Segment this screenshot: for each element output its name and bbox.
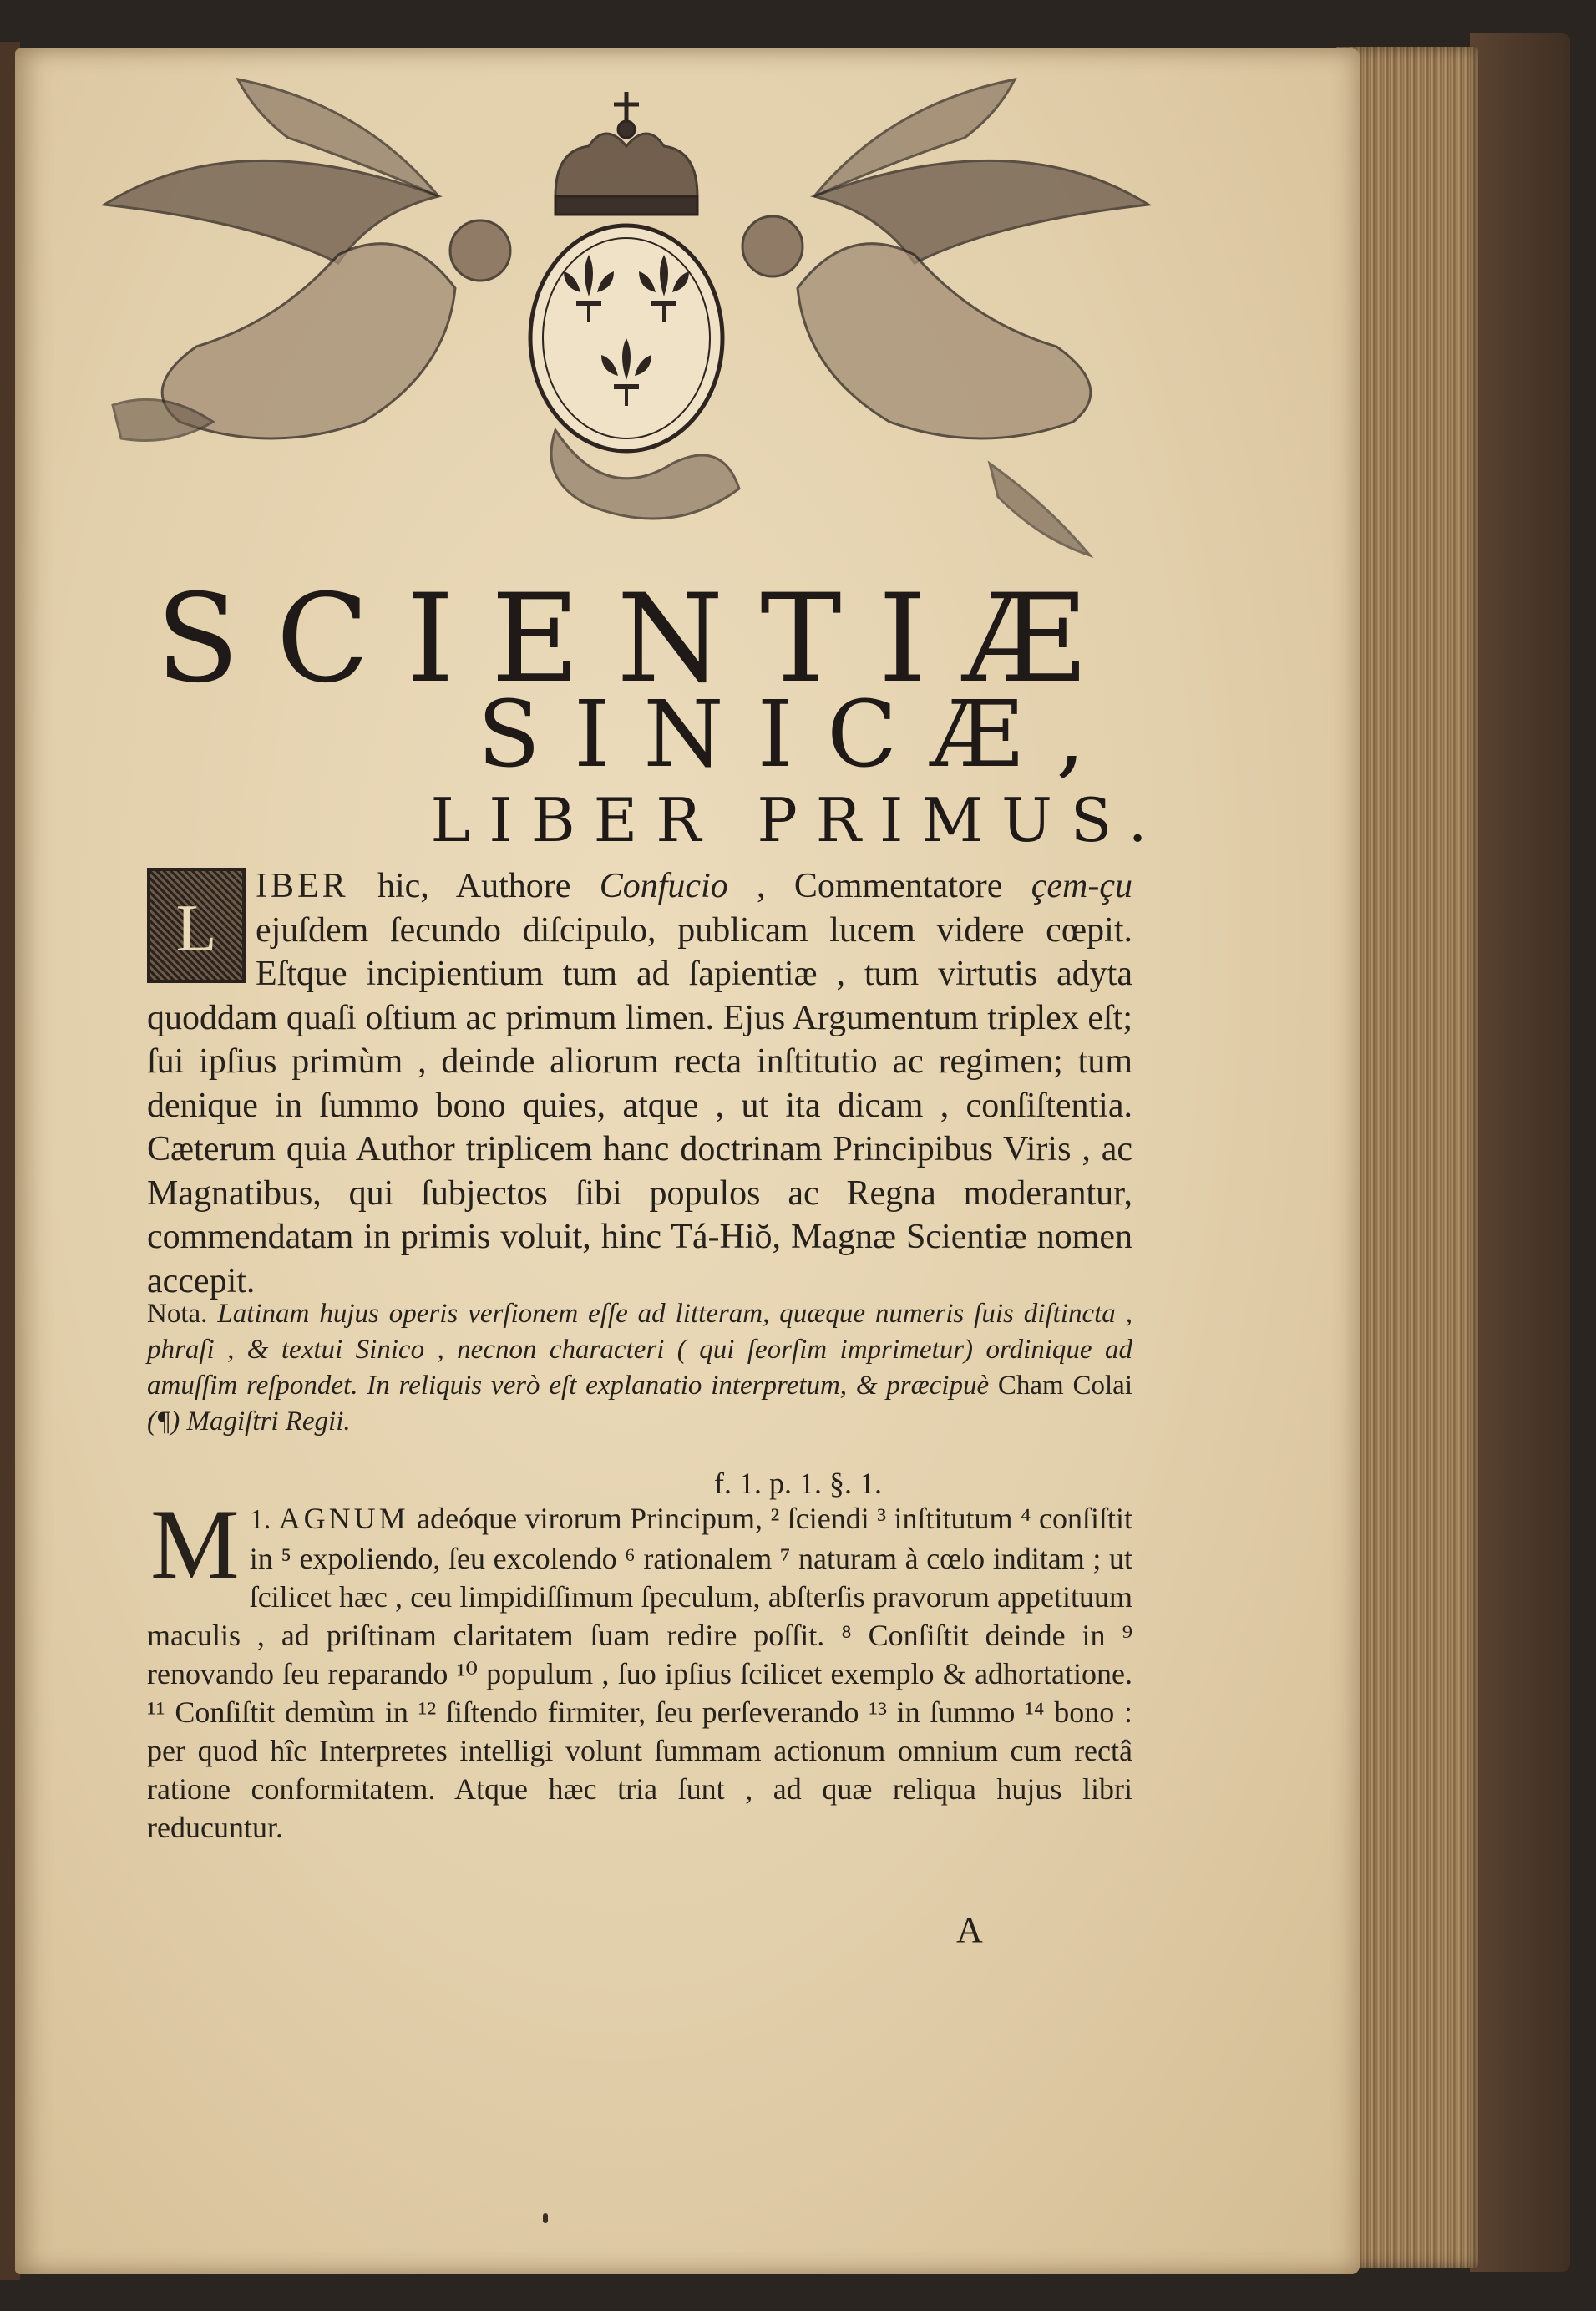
intro-commentator: çem-çu (1031, 867, 1132, 905)
note-text-1: Latinam hujus operis verſionem eſſe ad litteram, quæque numeris ſuis diſtincta , phraſi , & textui Sinico , necnon characteri ( qui ſeorſim imprimetur) ordinique ad amuſſim reſpondet. In reliquis verò eſt explanatio interpretum, & præcipuè (147, 1299, 1132, 1401)
note-text-2: (¶) Magiſtri Regii. (147, 1406, 351, 1437)
decorated-initial: L (147, 868, 246, 983)
note-paragraph (147, 1296, 1132, 1440)
title-line-2: SINICÆ, (477, 681, 1119, 788)
intro-paragraph (147, 864, 1132, 1303)
intro-text-2: , Commentatore (727, 867, 1031, 905)
title-line-1: SCIENTIÆ (155, 568, 1122, 710)
note-label: Nota. (147, 1299, 208, 1329)
note-name: Cham Colai (997, 1371, 1132, 1401)
title-line-3: LIBER PRIMUS. (430, 785, 1166, 855)
paragraph-initial: M (150, 1488, 240, 1599)
right-cover-board (1470, 33, 1570, 2272)
paragraph-lead: AGNUM (278, 1502, 409, 1535)
main-paragraph (147, 1488, 1133, 1847)
intro-lead: IBER (256, 867, 349, 905)
intro-text-3: ejuſdem ſecundo diſcipulo, publicam lucem videre cœpit. Eſtque incipientium tum ad ſapientiæ , tum virtutis adyta quoddam quaſi oſtium ac primum limen. Ejus Argumentum triplex eſt; ſui ipſius primùm , deinde aliorum recta inſtitutio ac regimen; tum denique in ſummo bono quies, atque , ut ita dicam , conſiſtentia. Cæterum quia Author triplicem hanc doctrinam Principibus Viris , ac Magnatibus, qui ſubjectos ſibi populos ac Regna moderantur, commendatam in primis voluit, hinc Tá-Hiŏ, Magnæ Scientiæ nomen accepit. (147, 910, 1132, 1300)
angels-crown-shield-ornament (88, 71, 1165, 572)
intro-author: Confucio (599, 867, 728, 905)
section-reference: f. 1. p. 1. §. 1. (714, 1467, 882, 1500)
ink-speck (543, 2213, 548, 2223)
signature-mark: A (956, 1909, 983, 1950)
paragraph-number: 1. (249, 1504, 271, 1535)
intro-text-1: hic, Authore (348, 867, 600, 905)
title-line-1-wrap (150, 568, 1127, 710)
paragraph-text: adeóque virorum Principum, ² ſciendi ³ inſtitutum ⁴ conſiſtit in ⁵ expoliendo, ſeu excolendo ⁶ rationalem ⁷ naturam à cœlo inditam ; ut ſcilicet hæc , ceu limpidiſſimum ſpeculum, abſterſis pravorum appetituum maculis , ad priſtinam claritatem ſuam redire poſſit. ⁸ Conſiſtit deinde in ⁹ renovando ſeu reparando ¹⁰ populum , ſuo ipſius ſcilicet exemplo & adhortatione. ¹¹ Conſiſtit demùm in ¹² ſiſtendo firmiter, ſeu perſeverando ¹³ in ſummo ¹⁴ bono : per quod hîc Interpretes intelligi volunt ſummam actionum omnium cum rectâ ratione conformitatem. Atque hæc tria ſunt , ad quæ reliqua hujus libri reducuntur. (147, 1502, 1133, 1844)
